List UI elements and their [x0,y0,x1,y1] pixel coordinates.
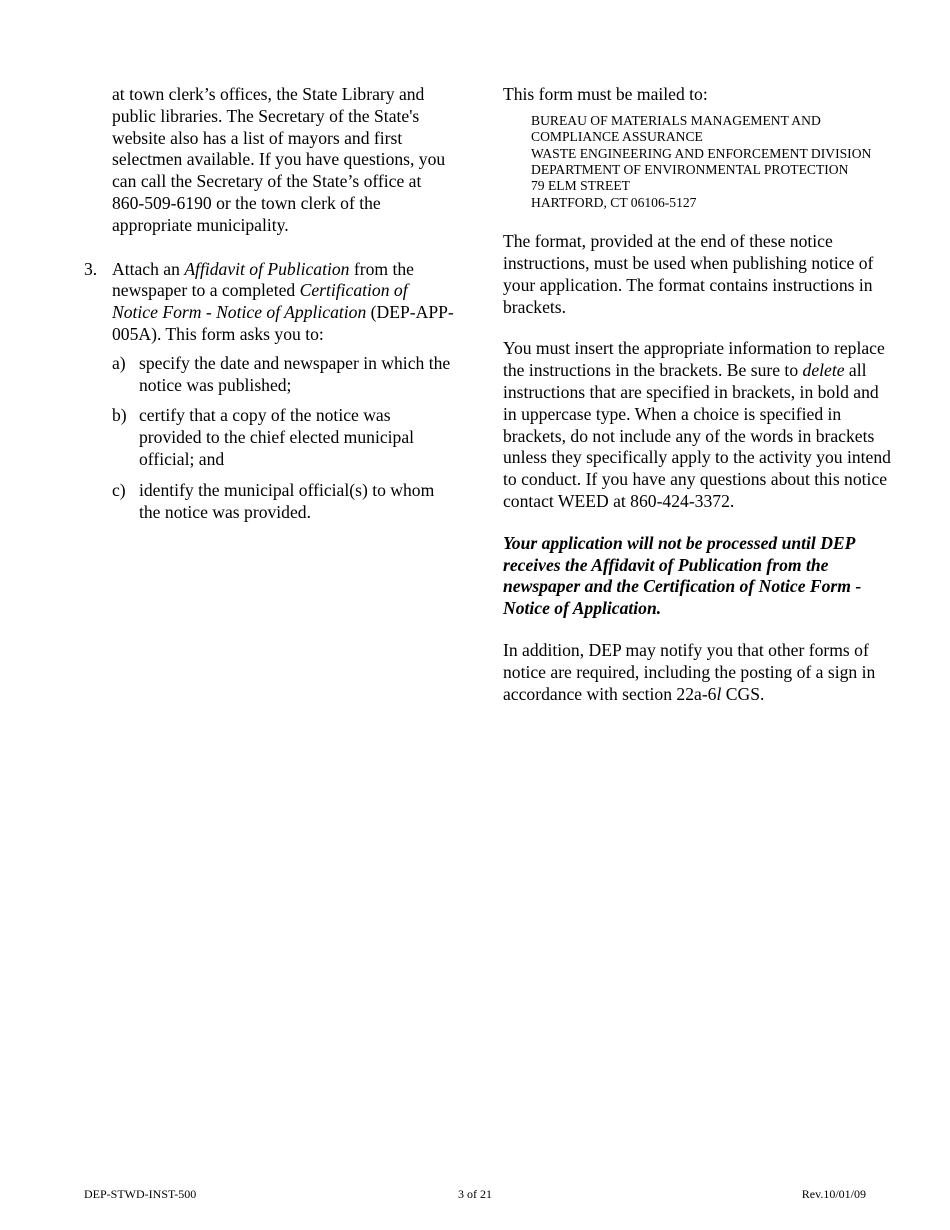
section-italic-l: l [716,683,722,704]
delete-emphasis: delete [802,360,845,381]
sub-item-c [84,480,456,524]
mailing-address [531,113,895,211]
sub-item-letter: a) [112,352,126,373]
footer-doc-id: DEP-STWD-INST-500 [84,1187,197,1201]
warning-paragraph: Your application will not be processed until DEP receives the Affidavit of Publication from the newspaper and the Certification of Notice Form - Notice of Application. [503,532,862,619]
address-line: COMPLIANCE ASSURANCE [531,129,703,145]
sub-item-a [84,353,456,397]
sub-item-text: specify the date and newspaper in which the notice was published; [139,352,451,395]
addition-paragraph: In addition, DEP may notify you that other forms of notice are required, including the posting of a sign in accordance with section 22a-6l CGS. [503,639,876,704]
certification-title: Certification of Notice Form - Notice of Application [112,280,408,323]
address-line: DEPARTMENT OF ENVIRONMENTAL PROTECTION [531,162,849,178]
right-column [503,84,895,705]
address-line: 79 ELM STREET [531,178,630,194]
intro-paragraph: at town clerk’s offices, the State Library and public libraries. The Secretary of the State's website also has a list of mayors and first selectmen available. If you have questions, you can call the Secretary of the State’s office at 860-509-6190 or the town clerk of the appropriate municipality. [112,84,446,235]
address-line: WASTE ENGINEERING AND ENFORCEMENT DIVISION [531,145,872,161]
sub-item-text: identify the municipal official(s) to whom the notice was provided. [139,479,435,522]
sub-item-b [84,405,456,470]
left-column [84,84,456,532]
list-item-3 [84,259,456,346]
sub-item-letter: c) [112,479,126,500]
sub-item-text: certify that a copy of the notice was provided to the chief elected municipal official; and [139,405,415,469]
affidavit-title: Affidavit of Publication [184,258,350,279]
format-paragraph: The format, provided at the end of these notice instructions, must be used when publishing notice of your application. The format contains instructions in brackets. [503,231,874,317]
list-number: 3. [84,258,98,279]
address-line: HARTFORD, CT 06106-5127 [531,194,697,210]
insert-paragraph: You must insert the appropriate information to replace the instructions in the brackets. Be sure to delete all instructions that are specified in brackets, in bold and in uppercase type. When a choice is specified in brackets, do not include any of the words in brackets unless they specifically apply to the activity you intend to conduct. If you have any questions about this notice contact WEED at 860-424-3372. [503,338,891,511]
mail-heading: This form must be mailed to: [503,84,708,104]
item-3-text: Attach an Affidavit of Publication from the newspaper to a completed Certification of Notice Form - Notice of Application (DEP-APP-005A). This form asks you to: [112,258,454,344]
sub-list [84,353,456,524]
footer-page-number: 3 of 21 [458,1187,492,1201]
address-line: BUREAU OF MATERIALS MANAGEMENT AND [531,112,821,128]
footer-revision: Rev.10/01/09 [801,1187,866,1201]
sub-item-letter: b) [112,405,127,426]
